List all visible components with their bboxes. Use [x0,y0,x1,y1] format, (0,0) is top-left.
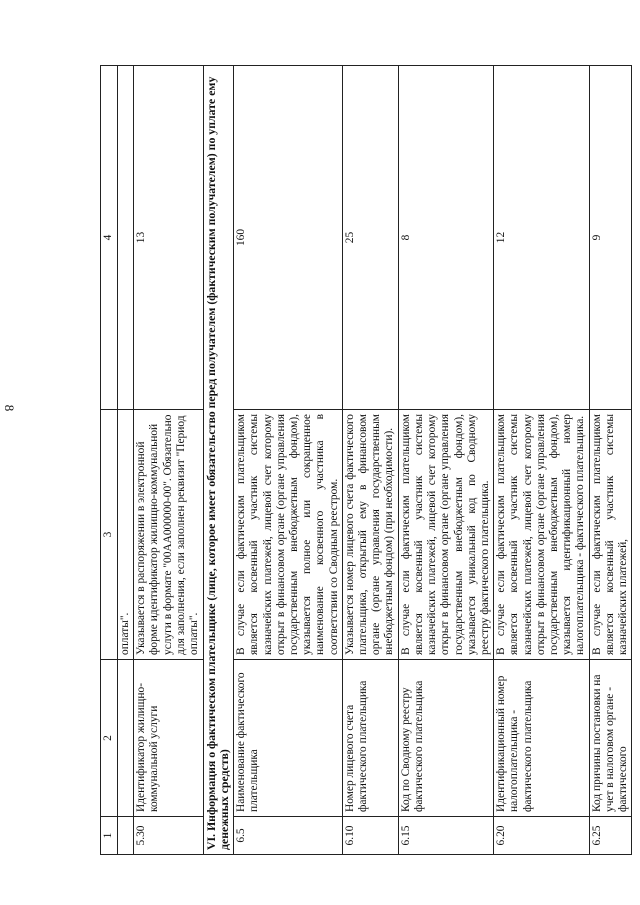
row-number: 6.20 [494,817,589,855]
header-col-1: 1 [101,817,118,855]
row-number: 6.10 [342,817,398,855]
row-length: 8 [398,66,493,410]
row-description: В случае если фактическим плательщиком является косвенный участник системы казначейских платежей, лицевой счет которому открыт в финансовом органе (органе управления государственным внебюджетным фондом), указывается уникальный код по Сводному реестру фактического плательщика. [398,410,493,660]
row-description: Указывается в распоряжении в электронной форме идентификатор жилищно-коммунальной услуги в формате "00АА000000-00". Обязательно для заполнения, если заполнен реквизит "Период оплаты". [134,410,204,660]
row-name: Номер лицевого счета фактического плательщика [342,660,398,817]
table-row [134,66,204,855]
section-title: VI. Информация о фактическом плательщике (лице, которое имеет обязательство перед получателем (фактическим получателем) по уплате ему денежных средств) [204,66,234,855]
page-number: 8 [2,404,17,412]
row-length: 160 [234,66,343,410]
row-length: 13 [134,66,204,410]
row-number: 5.30 [134,817,204,855]
row-name: Код по Сводному реестру фактического плательщика [398,660,493,817]
row-number: 6.25 [589,817,632,855]
rotated-page-content [100,65,630,855]
continuation-row [118,66,134,855]
row-name: Идентификатор жилищно-коммунальной услуги [134,660,204,817]
row-number: 6.5 [234,817,343,855]
table-row [589,66,632,855]
requisites-table [100,65,632,855]
row-name: Код причины постановки на учет в налоговом органе - фактического [589,660,632,817]
row-description: Указывается номер лицевого счета фактического плательщика, открытый ему в финансовом органе (органе управления государственным внебюджетным фондом) (при необходимости). [342,410,398,660]
row-description: В случае если фактическим плательщиком является косвенный участник системы казначейских платежей, лицевой счет которому открыт в финансовом органе (органе управления государственным внебюджетным фондом), указывается полное или сокращенное наименование косвенного участника в соответствии со Сводным реестром. [234,410,343,660]
table-row [494,66,589,855]
row-name: Идентификационный номер налогоплательщика - фактического плательщика [494,660,589,817]
header-row [101,66,118,855]
row-description: В случае если фактическим плательщиком является косвенный участник системы казначейских платежей, [589,410,632,660]
table-row [342,66,398,855]
table-row [398,66,493,855]
header-col-2: 2 [101,660,118,817]
row-length: 9 [589,66,632,410]
section-row [204,66,234,855]
row-name: Наименование фактического плательщика [234,660,343,817]
row-description: В случае если фактическим плательщиком является косвенный участник системы казначейских платежей, лицевой счет которому открыт в финансовом органе (органе управления государственным внебюджетным фондом), указывается идентификационный номер налогоплательщика - фактического плательщика. [494,410,589,660]
header-col-4: 4 [101,66,118,410]
continuation-text: оплаты". [118,410,134,660]
row-length: 25 [342,66,398,410]
header-col-3: 3 [101,410,118,660]
row-number: 6.15 [398,817,493,855]
table-row [234,66,343,855]
row-length: 12 [494,66,589,410]
